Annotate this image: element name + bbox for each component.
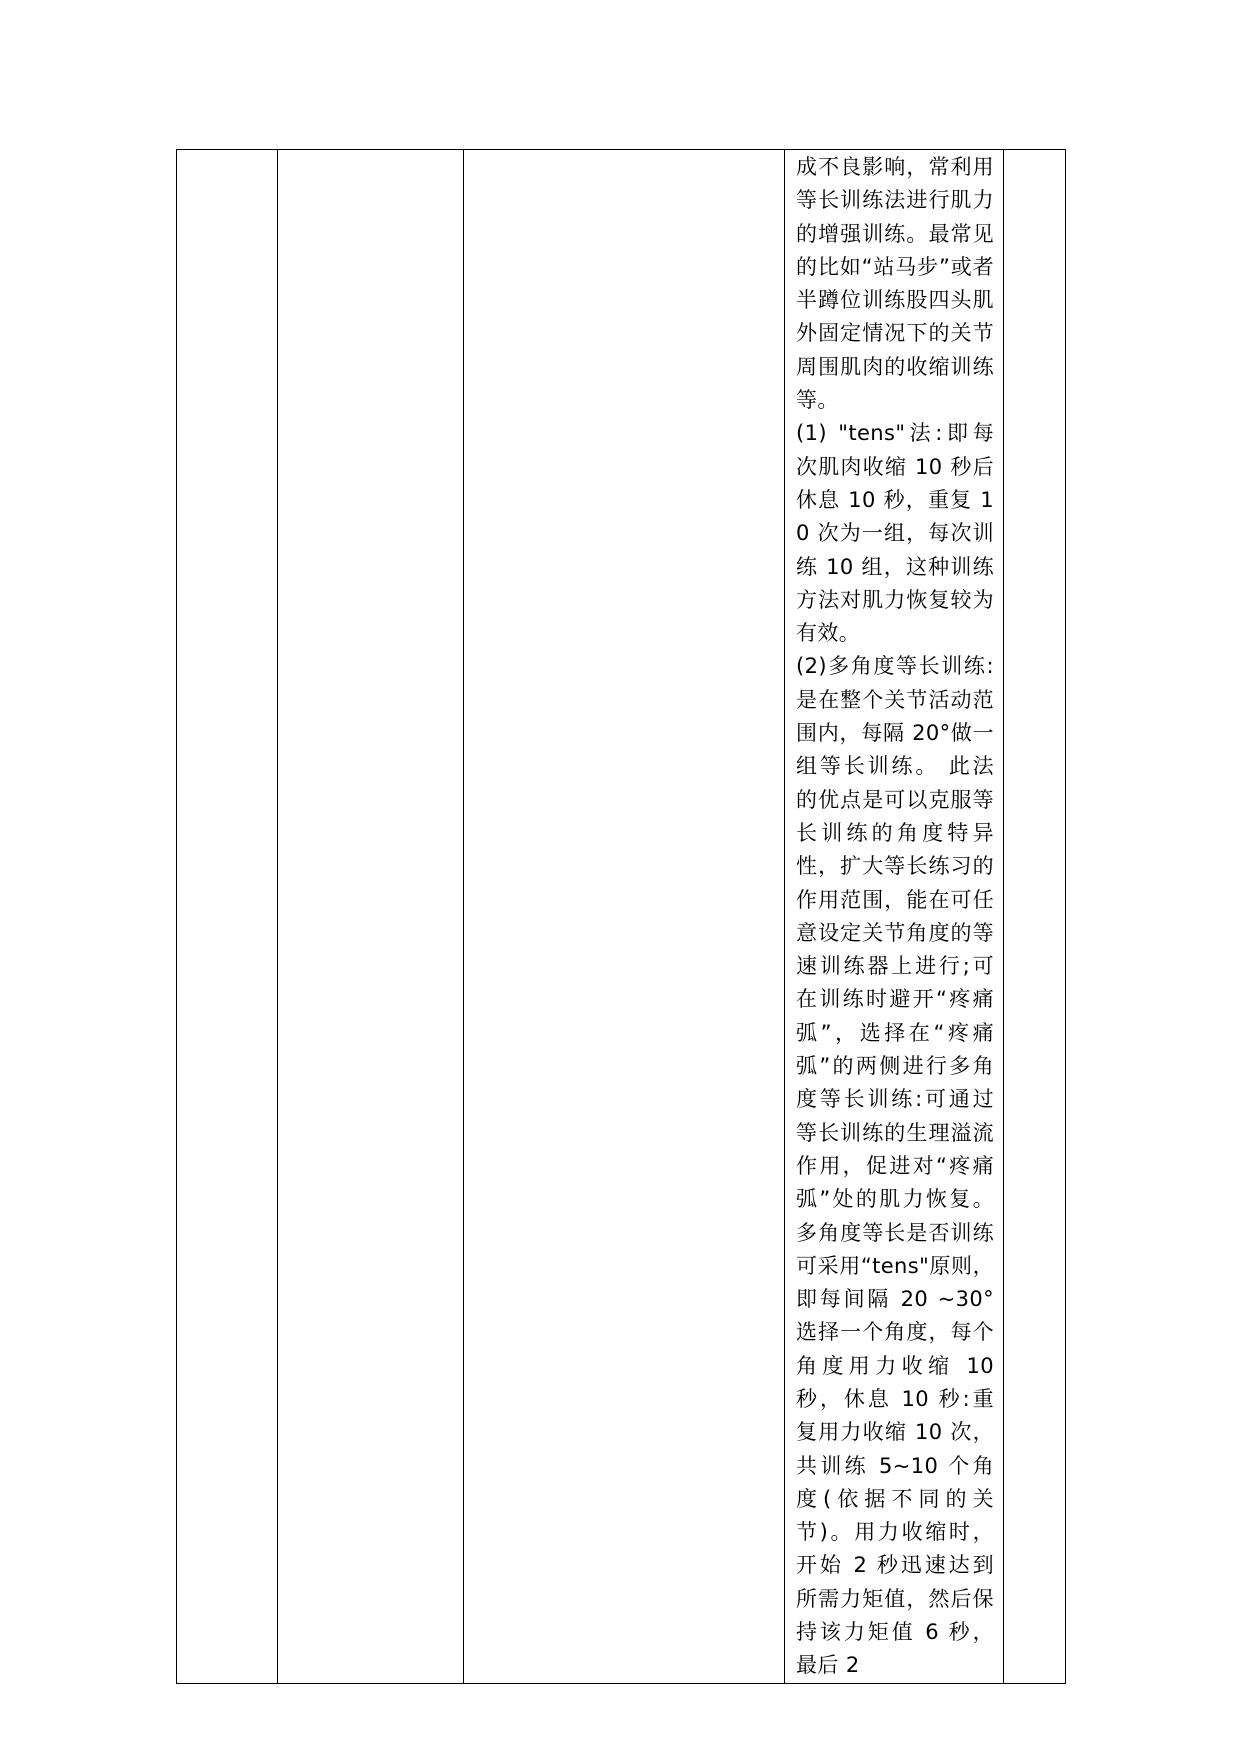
table-cell-col3 (464, 150, 785, 1684)
text-paragraph-isometric-intro: 成不良影响，常利用等长训练法进行肌力的增强训练。最常见的比如“站马步”或者半蹲位训练股四头肌外固定情况下的关节周围肌肉的收缩训练等。 (796, 155, 994, 413)
table-cell-col2 (278, 150, 464, 1684)
table-cell-col5 (1004, 150, 1066, 1684)
table-cell-training-text (785, 150, 1004, 1684)
content-table (176, 149, 1066, 1684)
text-paragraph-multi-angle-training: (2)多角度等长训练:是在整个关节活动范围内，每隔 20°做一组等长训练。 此法的优点是可以克服等长训练的角度特异性，扩大等长练习的作用范围，能在可任意设定关节角度的等速训练器上进行;可在训练时避开“疼痛弧”，选择在“疼痛弧”的两侧进行多角度等长训练:可通过等长训练的生理溢流作用，促进对“疼痛弧”处的肌力恢复。多角度等长是否训练可采用“tens"原则，即每间隔 20 ~30°选择一个角度，每个角度用力收缩 10 秒，休息 10 秒:重复用力收缩 10 次，共训练 5~10 个角度(依据不同的关节)。用力收缩时，开始 2 秒迅速达到所需力矩值，然后保持该力矩值 6 秒，最后 2 (796, 654, 994, 1678)
table-cell-col1 (177, 150, 278, 1684)
table-row (177, 150, 1066, 1684)
text-paragraph-tens-method: (1) "tens"法:即每次肌肉收缩 10 秒后休息 10 秒，重复 10 次为一组，每次训练 10 组，这种训练方法对肌力恢复较为有效。 (796, 421, 994, 646)
